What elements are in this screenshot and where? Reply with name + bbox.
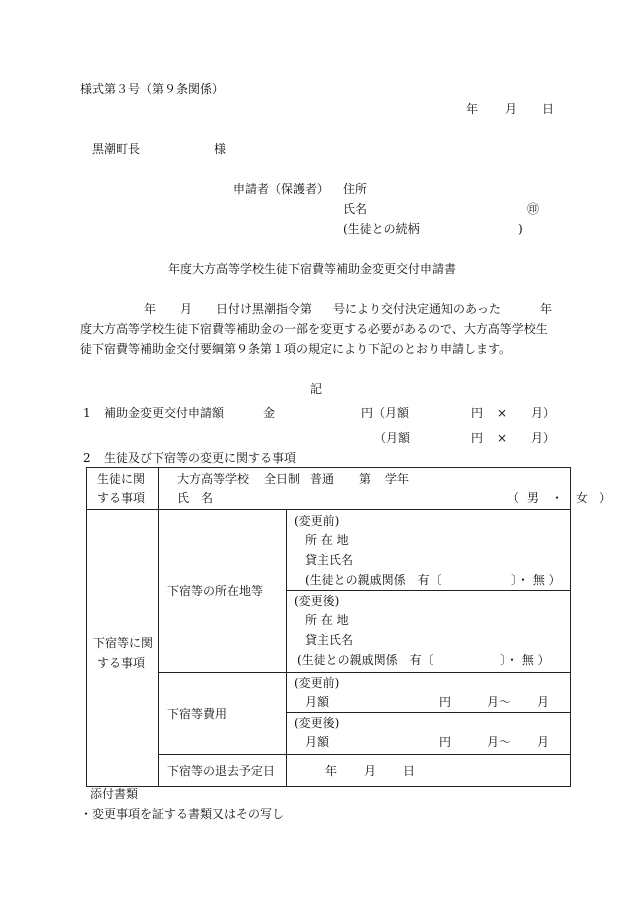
item1-kin: 金 xyxy=(263,406,276,420)
applicant-label: 申請者（保護者） xyxy=(233,182,330,196)
applicant-name-label: 氏名 xyxy=(343,202,368,216)
item1-row2-yen: 円 xyxy=(471,431,484,445)
item1-row-2 xyxy=(0,432,630,446)
location-row xyxy=(87,510,571,673)
leave-date-cell xyxy=(287,755,571,787)
location-after-kinship-close: 〕・ 無 ） xyxy=(500,652,550,667)
school-name: 大方高等学校 xyxy=(177,472,250,486)
cost-before-from: 月〜 xyxy=(487,695,512,709)
item1-months: 月） xyxy=(531,406,556,420)
cost-detail-cell xyxy=(287,673,571,755)
body-line-3: 徒下宿費等補助金交付要綱第９条第１項の規定により下記のとおり申請します。 xyxy=(80,342,512,356)
location-before-kinship-close: 〕・ 無 ） xyxy=(511,572,561,587)
applicant-relation-open: (生徒との続柄 xyxy=(343,222,420,236)
cost-label: 下宿等費用 xyxy=(167,707,228,721)
date-year: 年 xyxy=(466,102,479,116)
item1-label: 補助金変更交付申請額 xyxy=(104,406,225,420)
applicant-address-label: 住所 xyxy=(343,182,368,196)
cost-row xyxy=(87,673,571,755)
lodging-header-cell xyxy=(87,510,159,787)
cost-before-to: 月 xyxy=(537,695,550,709)
gender-male: 男 xyxy=(527,491,540,505)
addressee-honorific: 様 xyxy=(214,142,227,156)
body-year-2: 年 xyxy=(540,302,553,316)
body-number-ref: 号により交付決定通知のあった xyxy=(333,302,501,316)
form-number: 様式第３号（第９条関係） xyxy=(80,82,225,96)
item1-row2-months: 月） xyxy=(531,431,556,445)
body-line-1 xyxy=(0,303,630,317)
student-header-line1: 生徒に関 xyxy=(97,472,146,486)
leave-label: 下宿等の退去予定日 xyxy=(167,764,276,778)
location-before xyxy=(287,511,570,591)
item1-row2-times: × xyxy=(497,431,508,445)
item1-times: × xyxy=(497,406,508,420)
leave-month: 月 xyxy=(364,764,377,778)
body-line-2: 度大方高等学校生徒下宿費等補助金の一部を変更する必要があるので、大方高等学校生 xyxy=(80,322,548,336)
leave-year: 年 xyxy=(325,764,338,778)
item2-label: 生徒及び下宿等の変更に関する事項 xyxy=(104,451,297,465)
change-details-table xyxy=(86,467,612,787)
location-after-landlord: 貸主氏名 xyxy=(305,632,354,647)
body-month: 月 xyxy=(180,302,193,316)
item1-row xyxy=(0,407,630,421)
location-label-cell xyxy=(159,510,287,673)
date-month: 月 xyxy=(505,102,518,116)
lodging-header-line1: 下宿等に関 xyxy=(93,636,154,650)
ki-heading: 記 xyxy=(310,382,323,396)
student-row xyxy=(87,468,571,510)
location-label: 下宿等の所在地等 xyxy=(167,584,264,598)
student-header-line2: する事項 xyxy=(97,491,146,505)
seal-mark: ㊞ xyxy=(527,202,540,216)
document-title: 年度大方高等学校生徒下宿費等補助金変更交付申請書 xyxy=(168,262,457,276)
cost-after-monthly: 月額 xyxy=(305,735,330,749)
leave-day: 日 xyxy=(403,764,416,778)
body-date-ref: 日付け黒潮指令第 xyxy=(216,302,313,316)
cost-label-cell xyxy=(159,673,287,755)
attachments-label: 添付書類 xyxy=(90,787,139,801)
applicant-relation-line xyxy=(0,223,630,237)
item1-yen2: 円 xyxy=(471,406,484,420)
leave-label-cell xyxy=(159,755,287,787)
student-header-cell xyxy=(87,468,159,510)
location-after xyxy=(287,591,570,672)
leave-row xyxy=(87,755,571,787)
grade-suffix: 学年 xyxy=(385,472,410,486)
addressee xyxy=(0,143,630,157)
applicant-address-line xyxy=(0,183,630,197)
student-info-cell xyxy=(159,468,612,510)
cost-after-yen: 円 xyxy=(439,735,452,749)
cost-after-to: 月 xyxy=(537,735,550,749)
lodging-header-line2: する事項 xyxy=(97,656,146,670)
location-before-label: (変更前) xyxy=(294,513,340,528)
gender-female: 女 xyxy=(576,491,589,505)
item1-number: 1 xyxy=(83,406,91,420)
student-name-label: 氏 名 xyxy=(177,491,214,505)
location-after-address: 所 在 地 xyxy=(305,612,349,627)
gender-close: ） xyxy=(599,491,612,505)
date-line xyxy=(0,103,630,117)
item2-row xyxy=(0,452,630,466)
cost-after-from: 月〜 xyxy=(487,735,512,749)
gender-open: （ xyxy=(507,491,520,505)
cost-before-yen: 円 xyxy=(439,695,452,709)
addressee-name: 黒潮町長 xyxy=(92,142,141,156)
applicant-name-line xyxy=(0,203,630,217)
grade-prefix: 第 xyxy=(359,472,372,486)
cost-before xyxy=(287,673,570,713)
item1-row2-open: （月額 xyxy=(374,431,411,445)
location-before-landlord: 貸主氏名 xyxy=(305,552,354,567)
location-before-address: 所 在 地 xyxy=(305,532,349,547)
applicant-relation-close: ) xyxy=(518,222,523,236)
date-day: 日 xyxy=(542,102,555,116)
item1-yen: 円（月額 xyxy=(361,406,410,420)
program-type: 普通 xyxy=(310,472,335,486)
location-before-kinship: (生徒との親戚関係 有〔 xyxy=(305,572,442,587)
cost-before-label: (変更前) xyxy=(294,676,340,690)
body-year: 年 xyxy=(144,302,157,316)
gender-dot: ・ xyxy=(551,491,564,505)
course-type: 全日制 xyxy=(264,472,301,486)
cost-after-label: (変更後) xyxy=(294,716,340,730)
location-after-kinship: (生徒との親戚関係 有〔 xyxy=(297,652,434,667)
item2-number: 2 xyxy=(83,451,91,465)
cost-after xyxy=(287,713,570,754)
location-after-label: (変更後) xyxy=(294,593,340,608)
cost-before-monthly: 月額 xyxy=(305,695,330,709)
location-detail-cell xyxy=(287,510,571,673)
attachments-item: ・変更事項を証する書類又はその写し xyxy=(80,807,285,821)
